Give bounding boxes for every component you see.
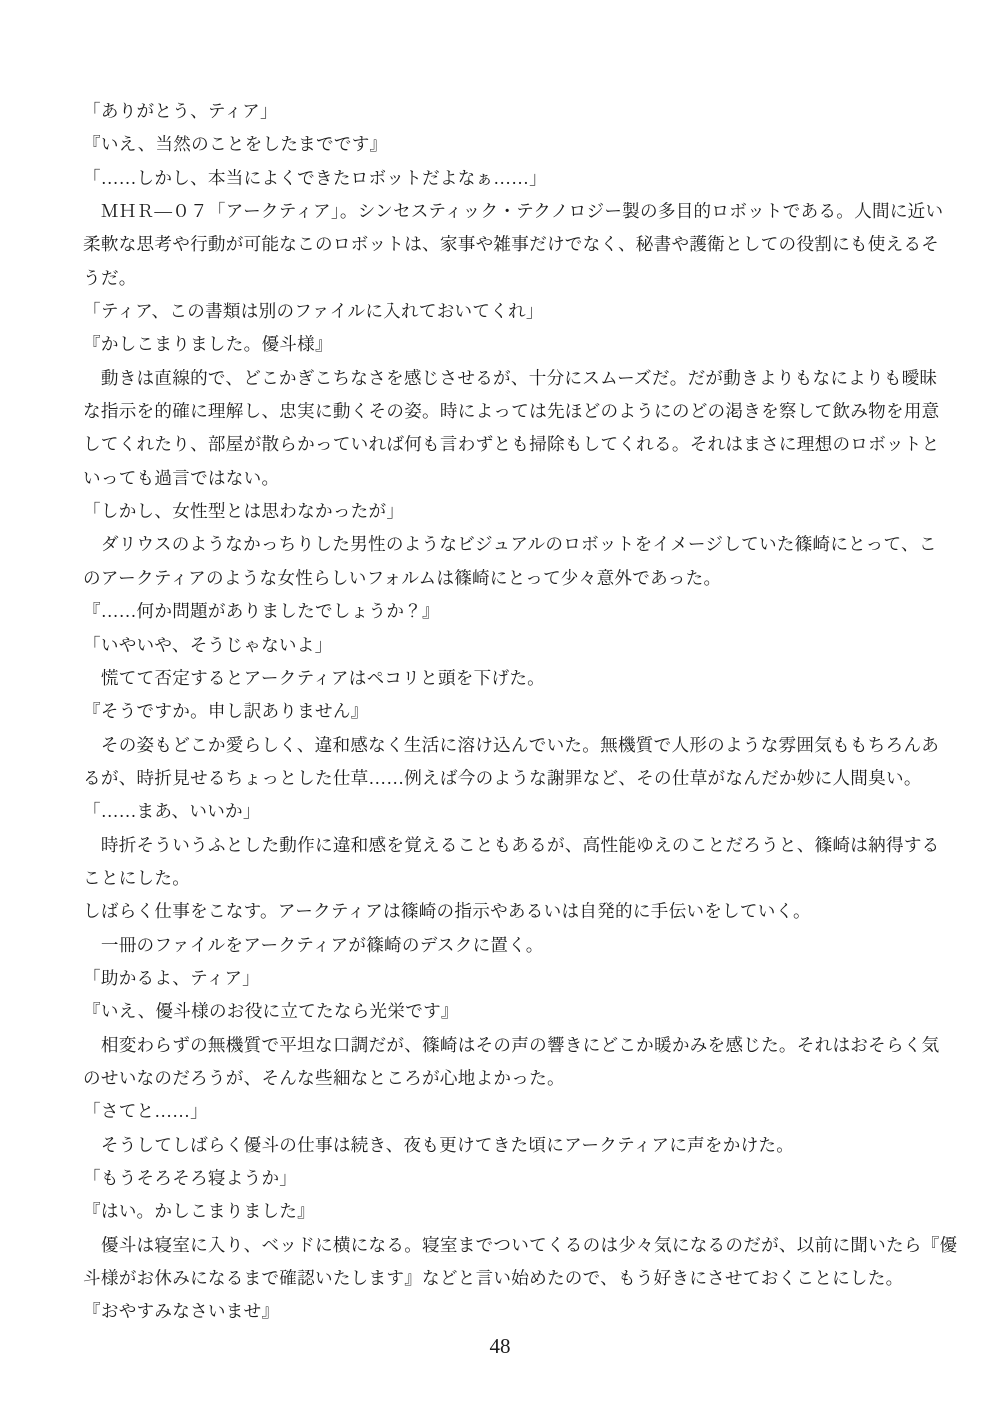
text-line: 一冊のファイルをアークティアが篠崎のデスクに置く。 <box>83 934 544 955</box>
text-line: 『いえ、優斗様のお役に立てたなら光栄です』 <box>83 1001 459 1022</box>
text-line: 斗様がお休みになるまで確認いたします』などと言い始めたので、もう好きにさせておくことにした。 <box>83 1268 904 1289</box>
text-line: のせいなのだろうが、そんな些細なところが心地よかった。 <box>83 1067 565 1088</box>
text-line: 『かしこまりました。優斗様』 <box>83 334 333 355</box>
text-line: 優斗は寝室に入り、ベッドに横になる。寝室までついてくるのは少々気になるのだが、以前に聞いたら『優 <box>83 1234 958 1255</box>
text-line: 慌てて否定するとアークティアはペコリと頭を下げた。 <box>83 667 546 688</box>
text-line: 『……何か問題がありましたでしょうか？』 <box>83 601 440 622</box>
text-line: 『そうですか。申し訳ありません』 <box>83 701 369 722</box>
text-line: うだ。 <box>83 267 137 288</box>
text-line: 「もうそろそろ寝ようか」 <box>83 1168 298 1188</box>
text-line: ダリウスのようなかっちりした男性のようなビジュアルのロボットをイメージしていた篠崎にとって、こ <box>83 534 937 555</box>
text-line: しばらく仕事をこなす。アークティアは篠崎の指示やあるいは自発的に手伝いをしていく。 <box>83 901 811 922</box>
text-line: 「さてと……」 <box>83 1101 208 1122</box>
text-line: 「助かるよ、ティア」 <box>83 967 261 988</box>
text-line: 動きは直線的で、どこかぎこちなさを感じさせるが、十分にスムーズだ。だが動きよりもなによりも曖昧 <box>83 367 938 388</box>
text-line: 「ありがとう、ティア」 <box>83 101 278 121</box>
text-line: のアークティアのような女性らしいフォルムは篠崎にとって少々意外であった。 <box>83 567 722 588</box>
text-line: いっても過言ではない。 <box>83 467 280 488</box>
text-line: その姿もどこか愛らしく、違和感なく生活に溶け込んでいた。無機質で人形のような雰囲気ももちろんあ <box>83 734 940 755</box>
text-line: 「しかし、女性型とは思わなかったが」 <box>83 501 405 522</box>
text-line: 『いえ、当然のことをしたまでです』 <box>83 134 388 155</box>
text-line: るが、時折見せるちょっとした仕草……例えば今のような謝罪など、その仕草がなんだか妙に人間臭い。 <box>83 767 922 788</box>
text-line: 『はい。かしこまりました』 <box>83 1201 315 1222</box>
text-line: な指示を的確に理解し、忠実に動くその姿。時によっては先ほどのようにのどの渇きを察して飲み物を用意 <box>83 401 940 422</box>
text-line: 『おやすみなさいませ』 <box>83 1301 280 1322</box>
text-line: ＭＨＲ―０７「アークティア」。シンセスティック・テクノロジー製の多目的ロボットである。人間に近い <box>83 201 944 222</box>
text-line: そうしてしばらく優斗の仕事は続き、夜も更けてきた頃にアークティアに声をかけた。 <box>83 1134 795 1155</box>
text-line: してくれたり、部屋が散らかっていれば何も言わずとも掃除もしてくれる。それはまさに理想のロボットと <box>83 434 940 455</box>
text-line: 相変わらずの無機質で平坦な口調だが、篠崎はその声の響きにどこか暖かみを感じた。それはおそらく気 <box>83 1034 940 1055</box>
text-line: 「ティア、この書類は別のファイルに入れておいてくれ」 <box>83 301 544 322</box>
text-line: 「……まあ、いいか」 <box>83 801 261 822</box>
text-line: ことにした。 <box>83 867 191 888</box>
text-line: 柔軟な思考や行動が可能なこのロボットは、家事や雑事だけでなく、秘書や護衛としての役割にも使えるそ <box>83 234 940 255</box>
text-line: 「いやいや、そうじゃないよ」 <box>83 634 333 655</box>
page-number: 48 <box>489 1334 511 1358</box>
text-block <box>83 95 958 1329</box>
text-line: 「……しかし、本当によくできたロボットだよなぁ……」 <box>83 167 547 188</box>
text-line: 時折そういうふとした動作に違和感を覚えることもあるが、高性能ゆえのことだろうと、篠崎は納得する <box>83 834 940 855</box>
